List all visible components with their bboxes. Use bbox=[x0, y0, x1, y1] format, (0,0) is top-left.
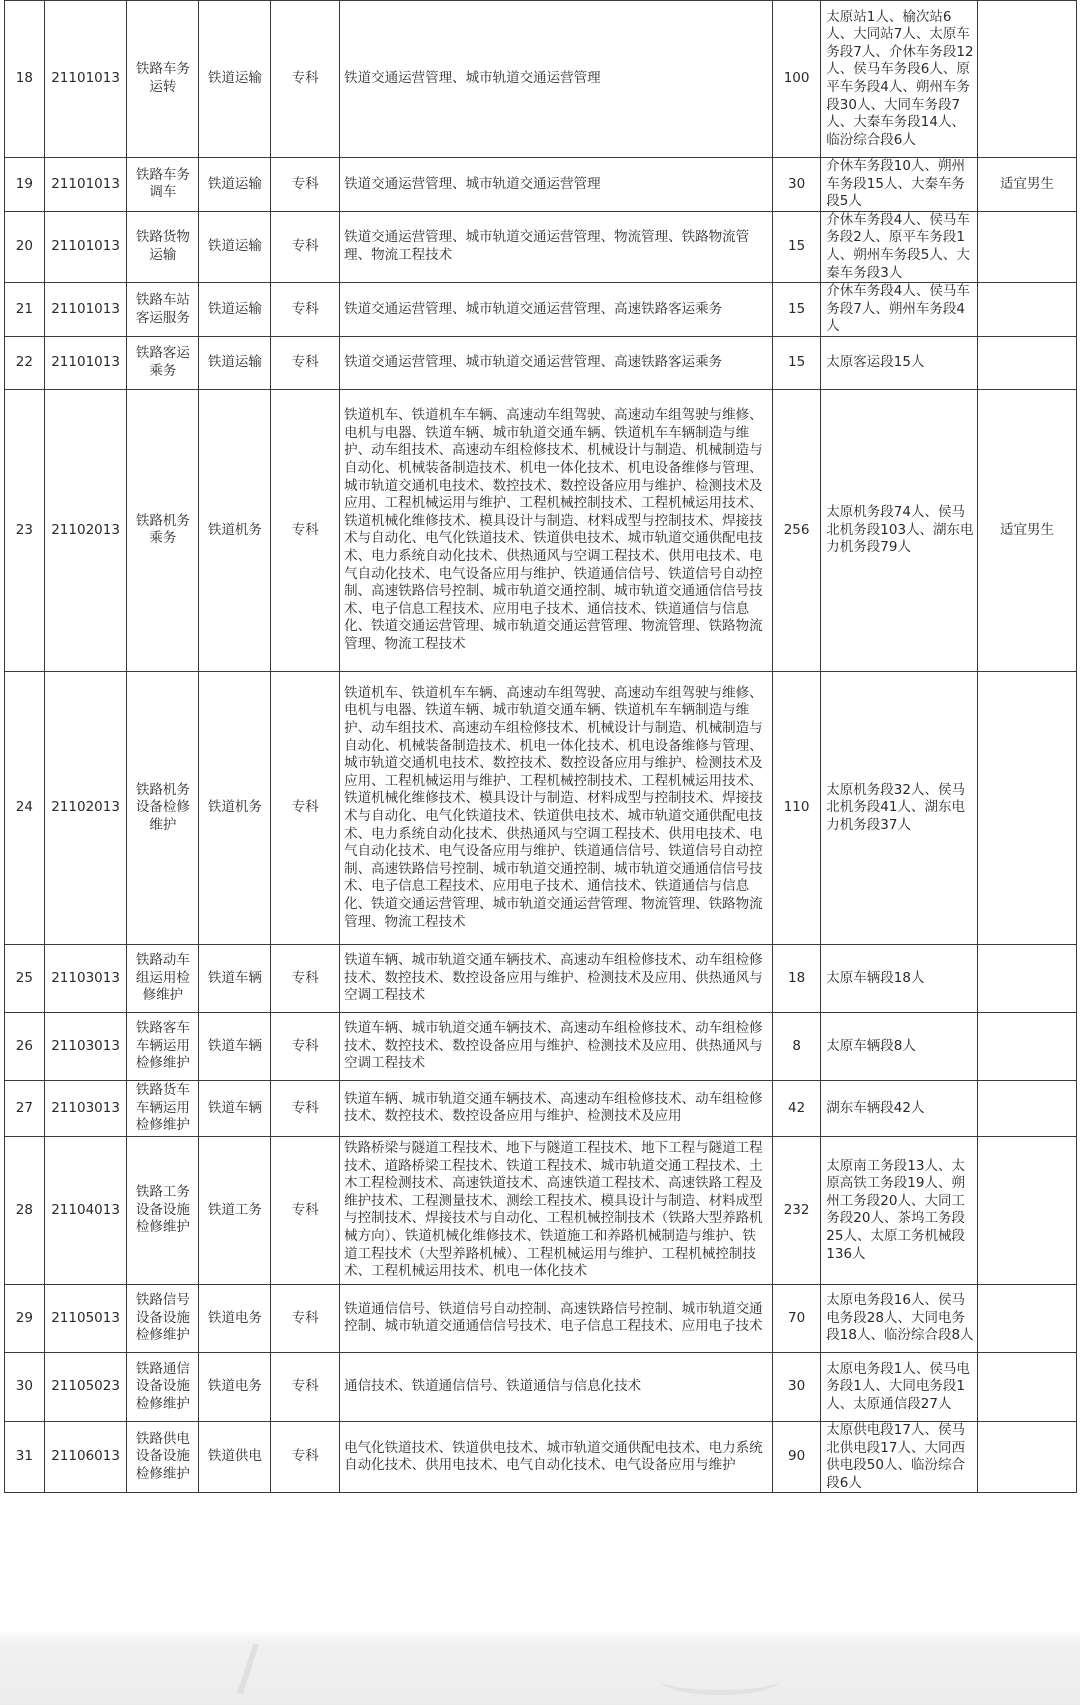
position-name: 铁路机务设备检修维护 bbox=[127, 671, 199, 944]
required-majors: 铁道车辆、城市轨道交通车辆技术、高速动车组检修技术、动车组检修技术、数控技术、数控设备应用与维护、检测技术及应用、供热通风与空调工程技术 bbox=[340, 1012, 773, 1080]
table-row bbox=[5, 283, 1077, 337]
hiring-units: 介休车务段10人、朔州车务段15人、大秦车务段5人 bbox=[821, 158, 978, 212]
hiring-units: 太原客运段15人 bbox=[821, 336, 978, 389]
required-majors: 电气化铁道技术、铁道供电技术、城市轨道交通供配电技术、电力系统自动化技术、供用电技术、电气自动化技术、电气设备应用与维护 bbox=[340, 1421, 773, 1492]
row-number: 23 bbox=[5, 389, 45, 671]
education-level: 专科 bbox=[271, 336, 340, 389]
required-majors: 铁道机车、铁道机车车辆、高速动车组驾驶、高速动车组驾驶与维修、电机与电器、铁道车辆、城市轨道交通车辆、铁道机车车辆制造与维护、动车组技术、高速动车组检修技术、机械设计与制造、机械制造与自动化、机械装备制造技术、机电一体化技术、机电设备维修与管理、城市轨道交通机电技术、数控技术、数控设备应用与维护、检测技术及应用、工程机械运用与维护、工程机械控制技术、工程机械运用技术、铁道机械化维修技术、模具设计与制造、材料成型与控制技术、焊接技术与自动化、电气化铁道技术、铁道供电技术、城市轨道交通供配电技术、电力系统自动化技术、供热通风与空调工程技术、供用电技术、电气自动化技术、电气设备应用与维护、铁道通信信号、铁道信号自动控制、高速铁路信号控制、城市轨道交通控制、城市轨道交通通信信号技术、电子信息工程技术、应用电子技术、通信技术、铁道通信与信息化、铁道交通运营管理、城市轨道交通运营管理、物流管理、铁路物流管理、物流工程技术 bbox=[340, 671, 773, 944]
category: 铁道车辆 bbox=[199, 944, 271, 1012]
education-level: 专科 bbox=[271, 1421, 340, 1492]
required-majors: 通信技术、铁道通信信号、铁道通信与信息化技术 bbox=[340, 1352, 773, 1421]
row-number: 21 bbox=[5, 283, 45, 337]
education-level: 专科 bbox=[271, 1080, 340, 1136]
table-row bbox=[5, 1136, 1077, 1284]
hiring-units: 太原车辆段18人 bbox=[821, 944, 978, 1012]
remark bbox=[978, 1012, 1077, 1080]
education-level: 专科 bbox=[271, 389, 340, 671]
education-level: 专科 bbox=[271, 158, 340, 212]
position-code: 21103013 bbox=[44, 1012, 127, 1080]
position-name: 铁路信号设备设施检修维护 bbox=[127, 1284, 199, 1352]
required-majors: 铁道交通运营管理、城市轨道交通运营管理 bbox=[340, 158, 773, 212]
hiring-units: 太原供电段17人、侯马北供电段17人、大同西供电段50人、临汾综合段6人 bbox=[821, 1421, 978, 1492]
required-majors: 铁道交通运营管理、城市轨道交通运营管理、高速铁路客运乘务 bbox=[340, 336, 773, 389]
position-code: 21101013 bbox=[44, 283, 127, 337]
hire-count: 15 bbox=[772, 283, 820, 337]
required-majors: 铁路桥梁与隧道工程技术、地下与隧道工程技术、地下工程与隧道工程技术、道路桥梁工程技术、铁道工程技术、城市轨道交通工程技术、土木工程检测技术、高速铁道技术、高速铁道工程技术、高速铁路工程及维护技术、工程测量技术、测绘工程技术、模具设计与制造、材料成型与控制技术、焊接技术与自动化、工程机械控制技术（铁路大型养路机械方向）、铁道机械化维修技术、铁道施工和养路机械制造与维护、铁道工程技术（大型养路机械）、工程机械运用与维护、工程机械控制技术、工程机械运用技术、机电一体化技术 bbox=[340, 1136, 773, 1284]
position-code: 21101013 bbox=[44, 336, 127, 389]
row-number: 19 bbox=[5, 158, 45, 212]
decorative-footer-band bbox=[0, 1630, 1080, 1705]
category: 铁道车辆 bbox=[199, 1012, 271, 1080]
hiring-units: 太原电务段16人、侯马电务段28人、大同电务段18人、临汾综合段8人 bbox=[821, 1284, 978, 1352]
position-name: 铁路通信设备设施检修维护 bbox=[127, 1352, 199, 1421]
remark: 适宜男生 bbox=[978, 389, 1077, 671]
required-majors: 铁道机车、铁道机车车辆、高速动车组驾驶、高速动车组驾驶与维修、电机与电器、铁道车辆、城市轨道交通车辆、铁道机车车辆制造与维护、动车组技术、高速动车组检修技术、机械设计与制造、机械制造与自动化、机械装备制造技术、机电一体化技术、机电设备维修与管理、城市轨道交通机电技术、数控技术、数控设备应用与维护、检测技术及应用、工程机械运用与维护、工程机械控制技术、工程机械运用技术、铁道机械化维修技术、模具设计与制造、材料成型与控制技术、焊接技术与自动化、电气化铁道技术、铁道供电技术、城市轨道交通供配电技术、电力系统自动化技术、供热通风与空调工程技术、供用电技术、电气自动化技术、电气设备应用与维护、铁道通信信号、铁道信号自动控制、高速铁路信号控制、城市轨道交通控制、城市轨道交通通信信号技术、电子信息工程技术、应用电子技术、通信技术、铁道通信与信息化、铁道交通运营管理、城市轨道交通运营管理、物流管理、铁路物流管理、物流工程技术 bbox=[340, 389, 773, 671]
remark bbox=[978, 1421, 1077, 1492]
position-name: 铁路货物运输 bbox=[127, 211, 199, 282]
hire-count: 30 bbox=[772, 158, 820, 212]
required-majors: 铁道车辆、城市轨道交通车辆技术、高速动车组检修技术、动车组检修技术、数控技术、数控设备应用与维护、检测技术及应用、供热通风与空调工程技术 bbox=[340, 944, 773, 1012]
education-level: 专科 bbox=[271, 1136, 340, 1284]
education-level: 专科 bbox=[271, 671, 340, 944]
hiring-units: 介休车务段4人、侯马车务段2人、原平车务段1人、朔州车务段5人、大秦车务段3人 bbox=[821, 211, 978, 282]
education-level: 专科 bbox=[271, 1012, 340, 1080]
hire-count: 232 bbox=[772, 1136, 820, 1284]
row-number: 18 bbox=[5, 1, 45, 158]
hire-count: 15 bbox=[772, 211, 820, 282]
position-code: 21103013 bbox=[44, 1080, 127, 1136]
hire-count: 110 bbox=[772, 671, 820, 944]
position-code: 21104013 bbox=[44, 1136, 127, 1284]
table-row bbox=[5, 158, 1077, 212]
hiring-units: 介休车务段4人、侯马车务段7人、朔州车务段4人 bbox=[821, 283, 978, 337]
hiring-units: 太原车辆段8人 bbox=[821, 1012, 978, 1080]
position-name: 铁路机务乘务 bbox=[127, 389, 199, 671]
position-code: 21102013 bbox=[44, 389, 127, 671]
row-number: 24 bbox=[5, 671, 45, 944]
education-level: 专科 bbox=[271, 1284, 340, 1352]
category: 铁道运输 bbox=[199, 1, 271, 158]
remark bbox=[978, 1352, 1077, 1421]
table-row bbox=[5, 1080, 1077, 1136]
remark bbox=[978, 1, 1077, 158]
remark bbox=[978, 1080, 1077, 1136]
education-level: 专科 bbox=[271, 283, 340, 337]
category: 铁道运输 bbox=[199, 211, 271, 282]
hire-count: 18 bbox=[772, 944, 820, 1012]
education-level: 专科 bbox=[271, 1352, 340, 1421]
row-number: 28 bbox=[5, 1136, 45, 1284]
category: 铁道机务 bbox=[199, 389, 271, 671]
category: 铁道运输 bbox=[199, 158, 271, 212]
hiring-units: 湖东车辆段42人 bbox=[821, 1080, 978, 1136]
table-row bbox=[5, 1421, 1077, 1492]
position-name: 铁路货车车辆运用检修维护 bbox=[127, 1080, 199, 1136]
table-row bbox=[5, 211, 1077, 282]
category: 铁道电务 bbox=[199, 1352, 271, 1421]
table-row bbox=[5, 1284, 1077, 1352]
position-name: 铁路工务设备设施检修维护 bbox=[127, 1136, 199, 1284]
position-code: 21101013 bbox=[44, 211, 127, 282]
position-code: 21101013 bbox=[44, 158, 127, 212]
hire-count: 42 bbox=[772, 1080, 820, 1136]
hiring-units: 太原电务段1人、侯马电务段1人、大同电务段1人、太原通信段27人 bbox=[821, 1352, 978, 1421]
position-name: 铁路客运乘务 bbox=[127, 336, 199, 389]
remark bbox=[978, 944, 1077, 1012]
row-number: 20 bbox=[5, 211, 45, 282]
position-code: 21102013 bbox=[44, 671, 127, 944]
required-majors: 铁道交通运营管理、城市轨道交通运营管理 bbox=[340, 1, 773, 158]
position-code: 21105013 bbox=[44, 1284, 127, 1352]
brush-stroke-decoration bbox=[660, 1665, 780, 1695]
hire-count: 8 bbox=[772, 1012, 820, 1080]
category: 铁道机务 bbox=[199, 671, 271, 944]
required-majors: 铁道交通运营管理、城市轨道交通运营管理、高速铁路客运乘务 bbox=[340, 283, 773, 337]
category: 铁道电务 bbox=[199, 1284, 271, 1352]
row-number: 30 bbox=[5, 1352, 45, 1421]
position-name: 铁路车站客运服务 bbox=[127, 283, 199, 337]
position-name: 铁路客车车辆运用检修维护 bbox=[127, 1012, 199, 1080]
remark bbox=[978, 283, 1077, 337]
table-row bbox=[5, 1352, 1077, 1421]
hiring-units: 太原站1人、榆次站6人、大同站7人、太原车务段7人、介休车务段12人、侯马车务段6人、原平车务段4人、朔州车务段30人、大同车务段7人、大秦车务段14人、临汾综合段6人 bbox=[821, 1, 978, 158]
row-number: 29 bbox=[5, 1284, 45, 1352]
hiring-units: 太原机务段32人、侯马北机务段41人、湖东电力机务段37人 bbox=[821, 671, 978, 944]
category: 铁道工务 bbox=[199, 1136, 271, 1284]
hire-count: 90 bbox=[772, 1421, 820, 1492]
position-name: 铁路车务运转 bbox=[127, 1, 199, 158]
remark bbox=[978, 671, 1077, 944]
position-code: 21105023 bbox=[44, 1352, 127, 1421]
category: 铁道车辆 bbox=[199, 1080, 271, 1136]
table-row bbox=[5, 389, 1077, 671]
hire-count: 30 bbox=[772, 1352, 820, 1421]
remark: 适宜男生 bbox=[978, 158, 1077, 212]
position-code: 21106013 bbox=[44, 1421, 127, 1492]
hire-count: 100 bbox=[772, 1, 820, 158]
hire-count: 256 bbox=[772, 389, 820, 671]
remark bbox=[978, 1284, 1077, 1352]
table-row bbox=[5, 1, 1077, 158]
position-code: 21103013 bbox=[44, 944, 127, 1012]
position-name: 铁路车务调车 bbox=[127, 158, 199, 212]
position-name: 铁路供电设备设施检修维护 bbox=[127, 1421, 199, 1492]
row-number: 22 bbox=[5, 336, 45, 389]
required-majors: 铁道车辆、城市轨道交通车辆技术、高速动车组检修技术、动车组检修技术、数控技术、数控设备应用与维护、检测技术及应用 bbox=[340, 1080, 773, 1136]
education-level: 专科 bbox=[271, 1, 340, 158]
row-number: 31 bbox=[5, 1421, 45, 1492]
row-number: 27 bbox=[5, 1080, 45, 1136]
hiring-units: 太原南工务段13人、太原高铁工务段19人、朔州工务段20人、大同工务段20人、茶坞工务段25人、太原工务机械段136人 bbox=[821, 1136, 978, 1284]
row-number: 25 bbox=[5, 944, 45, 1012]
recruitment-table bbox=[4, 0, 1077, 1493]
hire-count: 15 bbox=[772, 336, 820, 389]
hire-count: 70 bbox=[772, 1284, 820, 1352]
education-level: 专科 bbox=[271, 211, 340, 282]
table-row bbox=[5, 1012, 1077, 1080]
row-number: 26 bbox=[5, 1012, 45, 1080]
education-level: 专科 bbox=[271, 944, 340, 1012]
hiring-units: 太原机务段74人、侯马北机务段103人、湖东电力机务段79人 bbox=[821, 389, 978, 671]
table-row bbox=[5, 944, 1077, 1012]
position-name: 铁路动车组运用检修维护 bbox=[127, 944, 199, 1012]
table-row bbox=[5, 336, 1077, 389]
remark bbox=[978, 336, 1077, 389]
category: 铁道运输 bbox=[199, 336, 271, 389]
required-majors: 铁道通信信号、铁道信号自动控制、高速铁路信号控制、城市轨道交通控制、城市轨道交通通信信号技术、电子信息工程技术、应用电子技术 bbox=[340, 1284, 773, 1352]
required-majors: 铁道交通运营管理、城市轨道交通运营管理、物流管理、铁路物流管理、物流工程技术 bbox=[340, 211, 773, 282]
category: 铁道运输 bbox=[199, 283, 271, 337]
category: 铁道供电 bbox=[199, 1421, 271, 1492]
brush-stroke-decoration bbox=[237, 1644, 319, 1694]
remark bbox=[978, 1136, 1077, 1284]
table-row bbox=[5, 671, 1077, 944]
position-code: 21101013 bbox=[44, 1, 127, 158]
remark bbox=[978, 211, 1077, 282]
